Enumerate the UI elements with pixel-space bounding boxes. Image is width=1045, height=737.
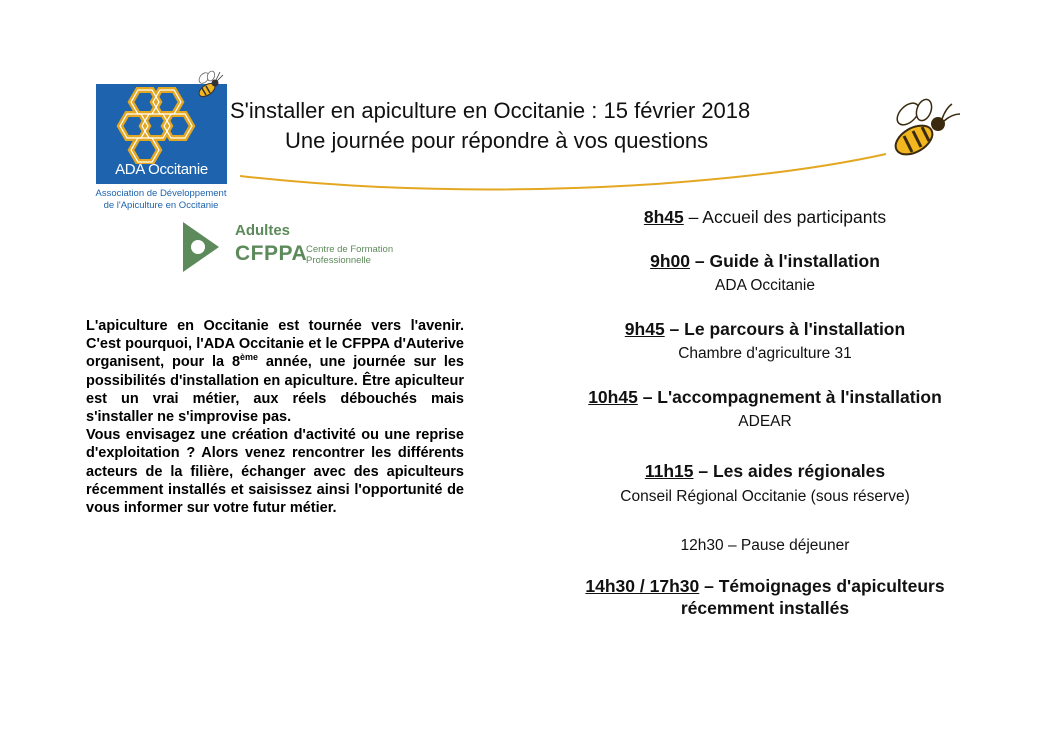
page-title-line-2: Une journée pour répondre à vos questions bbox=[285, 128, 709, 153]
ada-logo-subtitle-2: de l'Apiculture en Occitanie bbox=[103, 200, 219, 211]
program-item: 10h45 – L'accompagnement à l'installation ADEAR bbox=[540, 387, 990, 431]
program-organizer: ADA Occitanie bbox=[715, 277, 815, 294]
program-item: 8h45 – Accueil des participants bbox=[643, 207, 887, 227]
intro-paragraph-1: L'apiculture en Occitanie est tournée vers l'avenir. C'est pourquoi, l'ADA Occitanie et le CFPPA d'Auterive organisent, pour la 8ème année, une journée sur les possibilités d'installation en apiculture. Être apiculteur est un vrai métier, aux réels débouchés mais s'installer ne s'improvise pas. bbox=[86, 318, 464, 426]
cfppa-description bbox=[306, 244, 393, 266]
intro-text bbox=[86, 317, 464, 517]
decorative-swoosh bbox=[236, 150, 896, 200]
program-organizer: ADEAR bbox=[738, 413, 792, 430]
ada-logo-name: ADA Occitanie bbox=[115, 161, 208, 178]
intro-paragraph-2: Vous envisagez une création d'activité ou une reprise d'exploitation ? Alors venez rencontrer les différents acteurs de la filière, échanger avec des apiculteurs récemment installés et saisissez ainsi l'opportunité de vous informer sur votre futur métier. bbox=[86, 427, 464, 517]
program-organizer: Chambre d'agriculture 31 bbox=[678, 345, 852, 362]
program-organizer: Conseil Régional Occitanie (sous réserve) bbox=[620, 488, 910, 505]
program-item: 14h30 / 17h30 – Témoignages d'apiculteurs récemment installés bbox=[540, 576, 990, 619]
cfppa-adultes-label: Adultes bbox=[235, 222, 291, 239]
cfppa-description-1: Centre de Formation bbox=[306, 244, 394, 255]
cfppa-name: CFPPA bbox=[235, 242, 308, 265]
page-title-line-1: S'installer en apiculture en Occitanie : 15 février 2018 bbox=[230, 98, 751, 123]
program-break: 12h30 – Pause déjeuner bbox=[680, 537, 850, 554]
bee-icon bbox=[192, 66, 226, 102]
cfppa-description-2: Professionnelle bbox=[306, 255, 371, 266]
program-item: 9h45 – Le parcours à l'installation Chambre d'agriculture 31 bbox=[540, 319, 990, 363]
ada-logo-subtitle-1: Association de Développement bbox=[95, 188, 227, 199]
program-item: 11h15 – Les aides régionales Conseil Régional Occitanie (sous réserve) bbox=[540, 461, 990, 506]
program-item: 9h00 – Guide à l'installation ADA Occitanie bbox=[540, 251, 990, 295]
bee-icon-large bbox=[884, 94, 964, 164]
cfppa-logo-icon bbox=[181, 222, 221, 272]
program-title-continued: récemment installés bbox=[680, 598, 850, 618]
